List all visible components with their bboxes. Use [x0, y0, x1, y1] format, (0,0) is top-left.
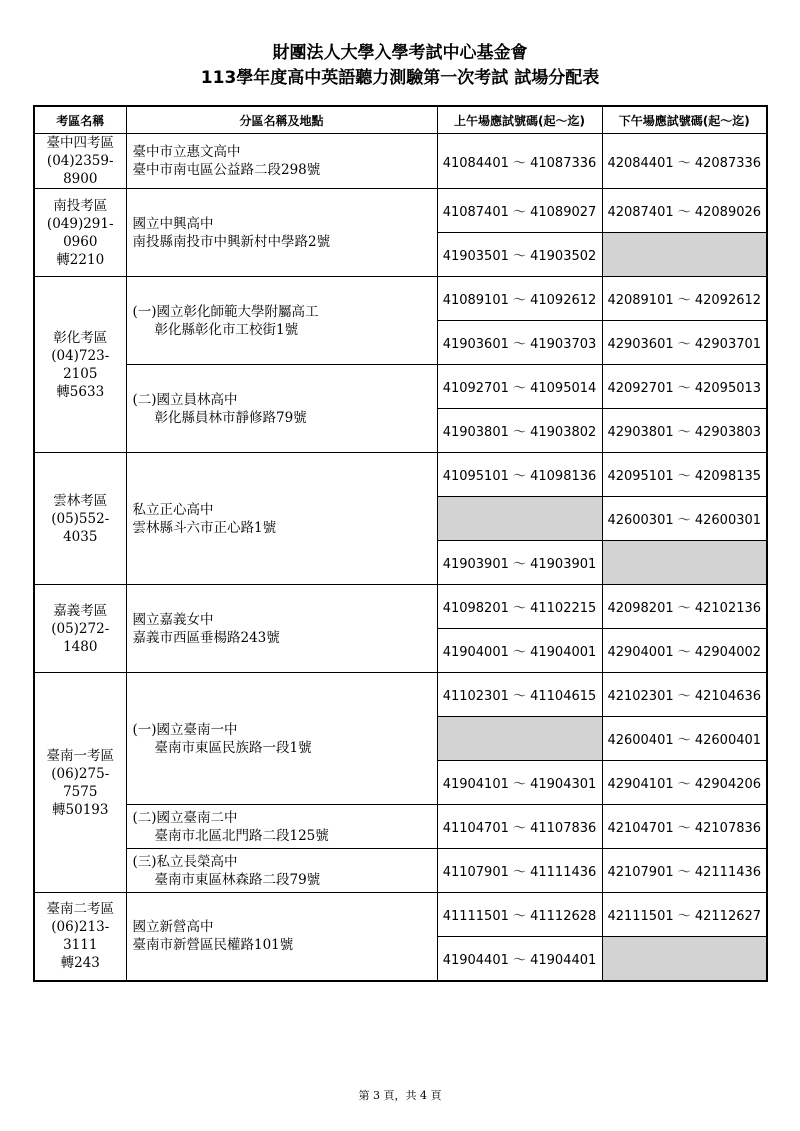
table-row	[34, 673, 767, 717]
document-title: 財團法人大學入學考試中心基金會	[272, 43, 528, 63]
region-phone: 轉243	[60, 955, 100, 972]
venue-name: (一)國立臺南一中	[132, 721, 238, 738]
morning-range-cell	[437, 497, 602, 541]
afternoon-range-cell: 42600301 ～ 42600301	[602, 497, 767, 541]
venue-name: 私立正心高中	[132, 501, 214, 518]
morning-range-cell: 41089101 ～ 41092612	[437, 277, 602, 321]
afternoon-range-cell: 42089101 ～ 42092612	[602, 277, 767, 321]
venue-name: (二)國立員林高中	[132, 391, 238, 408]
header-morning: 上午場應試號碼(起～迄)	[437, 106, 602, 134]
morning-range-cell: 41904101 ～ 41904301	[437, 761, 602, 805]
afternoon-range-cell: 42904001 ～ 42904002	[602, 629, 767, 673]
region-cell	[34, 673, 126, 893]
venue-address: 臺南市東區林森路二段79號	[154, 871, 321, 888]
afternoon-range-cell: 42102301 ～ 42104636	[602, 673, 767, 717]
venue-cell	[126, 134, 437, 189]
venue-cell	[126, 453, 437, 585]
venue-address: 臺南市東區民族路一段1號	[154, 739, 312, 756]
afternoon-range-cell: 42098201 ～ 42102136	[602, 585, 767, 629]
region-phone: (06)275-7575	[51, 765, 110, 800]
venue-cell	[126, 365, 437, 453]
header-venue: 分區名稱及地點	[126, 106, 437, 134]
morning-range-cell: 41087401 ～ 41089027	[437, 189, 602, 233]
afternoon-range-cell: 42084401 ～ 42087336	[602, 134, 767, 189]
morning-range-cell: 41084401 ～ 41087336	[437, 134, 602, 189]
afternoon-range-cell: 42107901 ～ 42111436	[602, 849, 767, 893]
morning-range-cell: 41903501 ～ 41903502	[437, 233, 602, 277]
table-row	[34, 453, 767, 497]
morning-range-cell: 41904001 ～ 41904001	[437, 629, 602, 673]
afternoon-range-cell: 42095101 ～ 42098135	[602, 453, 767, 497]
table-row	[34, 134, 767, 189]
morning-range-cell: 41095101 ～ 41098136	[437, 453, 602, 497]
venue-address: 雲林縣斗六市正心路1號	[132, 519, 277, 536]
morning-range-cell: 41092701 ～ 41095014	[437, 365, 602, 409]
region-name: 嘉義考區	[53, 602, 108, 619]
afternoon-range-cell	[602, 233, 767, 277]
region-phone: 轉5633	[56, 383, 105, 400]
morning-range-cell: 41104701 ～ 41107836	[437, 805, 602, 849]
region-phone: (06)213-3111	[51, 919, 110, 954]
afternoon-range-cell: 42087401 ～ 42089026	[602, 189, 767, 233]
afternoon-range-cell	[602, 937, 767, 981]
table-row	[34, 365, 767, 409]
region-name: 臺南一考區	[46, 747, 114, 764]
region-cell	[34, 893, 126, 981]
venue-name: 臺中市立惠文高中	[132, 144, 241, 160]
morning-range-cell: 41904401 ～ 41904401	[437, 937, 602, 981]
morning-range-cell: 41903601 ～ 41903703	[437, 321, 602, 365]
region-cell	[34, 134, 126, 189]
venue-name: 國立新營高中	[132, 919, 214, 936]
region-name: 臺南二考區	[46, 901, 114, 918]
afternoon-range-cell: 42903801 ～ 42903803	[602, 409, 767, 453]
morning-range-cell: 41098201 ～ 41102215	[437, 585, 602, 629]
region-cell	[34, 277, 126, 453]
header-region: 考區名稱	[34, 106, 126, 134]
afternoon-range-cell: 42904101 ～ 42904206	[602, 761, 767, 805]
page-footer: 第 3 頁，共 4 頁	[358, 1089, 442, 1102]
region-phone: (04)723-2105	[51, 347, 110, 382]
venue-cell	[126, 893, 437, 981]
table-row	[34, 189, 767, 233]
table-body	[34, 134, 767, 981]
venue-cell	[126, 849, 437, 893]
venue-name: (三)私立長榮高中	[132, 853, 238, 870]
region-phone: (049)291-0960	[46, 215, 114, 250]
venue-cell	[126, 277, 437, 365]
venue-cell	[126, 189, 437, 277]
venue-cell	[126, 805, 437, 849]
table-row	[34, 849, 767, 893]
table-row	[34, 585, 767, 629]
table-row	[34, 893, 767, 937]
header-afternoon: 下午場應試號碼(起～迄)	[602, 106, 767, 134]
venue-name: 國立中興高中	[132, 215, 214, 232]
afternoon-range-cell: 42903601 ～ 42903701	[602, 321, 767, 365]
venue-cell	[126, 673, 437, 805]
morning-range-cell	[437, 717, 602, 761]
afternoon-range-cell: 42104701 ～ 42107836	[602, 805, 767, 849]
afternoon-range-cell: 42111501 ～ 42112627	[602, 893, 767, 937]
venue-name: (一)國立彰化師範大學附屬高工	[132, 303, 319, 320]
venue-address: 彰化縣員林市靜修路79號	[154, 409, 307, 426]
region-name: 彰化考區	[53, 329, 108, 346]
exam-allocation-table	[33, 105, 768, 982]
region-phone: 轉50193	[52, 801, 109, 818]
region-cell	[34, 585, 126, 673]
region-phone: (05)552-4035	[51, 510, 110, 545]
venue-cell	[126, 585, 437, 673]
region-name: 南投考區	[53, 197, 108, 214]
region-cell	[34, 189, 126, 277]
region-name: 臺中四考區	[46, 135, 114, 151]
morning-range-cell: 41903901 ～ 41903901	[437, 541, 602, 585]
venue-address: 臺南市新營區民權路101號	[132, 937, 294, 954]
region-phone: (05)272-1480	[51, 620, 110, 655]
region-phone: (04)2359-8900	[46, 153, 114, 187]
venue-name: 國立嘉義女中	[132, 611, 214, 628]
afternoon-range-cell: 42092701 ～ 42095013	[602, 365, 767, 409]
table-row	[34, 277, 767, 321]
venue-address: 彰化縣彰化市工校街1號	[154, 321, 299, 338]
venue-address: 臺中市南屯區公益路二段298號	[132, 162, 321, 178]
afternoon-range-cell: 42600401 ～ 42600401	[602, 717, 767, 761]
region-name: 雲林考區	[53, 492, 108, 509]
table-row	[34, 805, 767, 849]
morning-range-cell: 41107901 ～ 41111436	[437, 849, 602, 893]
region-phone: 轉2210	[56, 251, 105, 268]
afternoon-range-cell	[602, 541, 767, 585]
venue-address: 臺南市北區北門路二段125號	[154, 827, 329, 844]
table-header-row	[34, 106, 767, 134]
region-cell	[34, 453, 126, 585]
venue-name: (二)國立臺南二中	[132, 809, 238, 826]
document-subtitle: 113學年度高中英語聽力測驗第一次考試 試場分配表	[200, 68, 600, 88]
morning-range-cell: 41111501 ～ 41112628	[437, 893, 602, 937]
venue-address: 嘉義市西區垂楊路243號	[132, 629, 280, 646]
venue-address: 南投縣南投市中興新村中學路2號	[132, 233, 331, 250]
morning-range-cell: 41102301 ～ 41104615	[437, 673, 602, 717]
morning-range-cell: 41903801 ～ 41903802	[437, 409, 602, 453]
